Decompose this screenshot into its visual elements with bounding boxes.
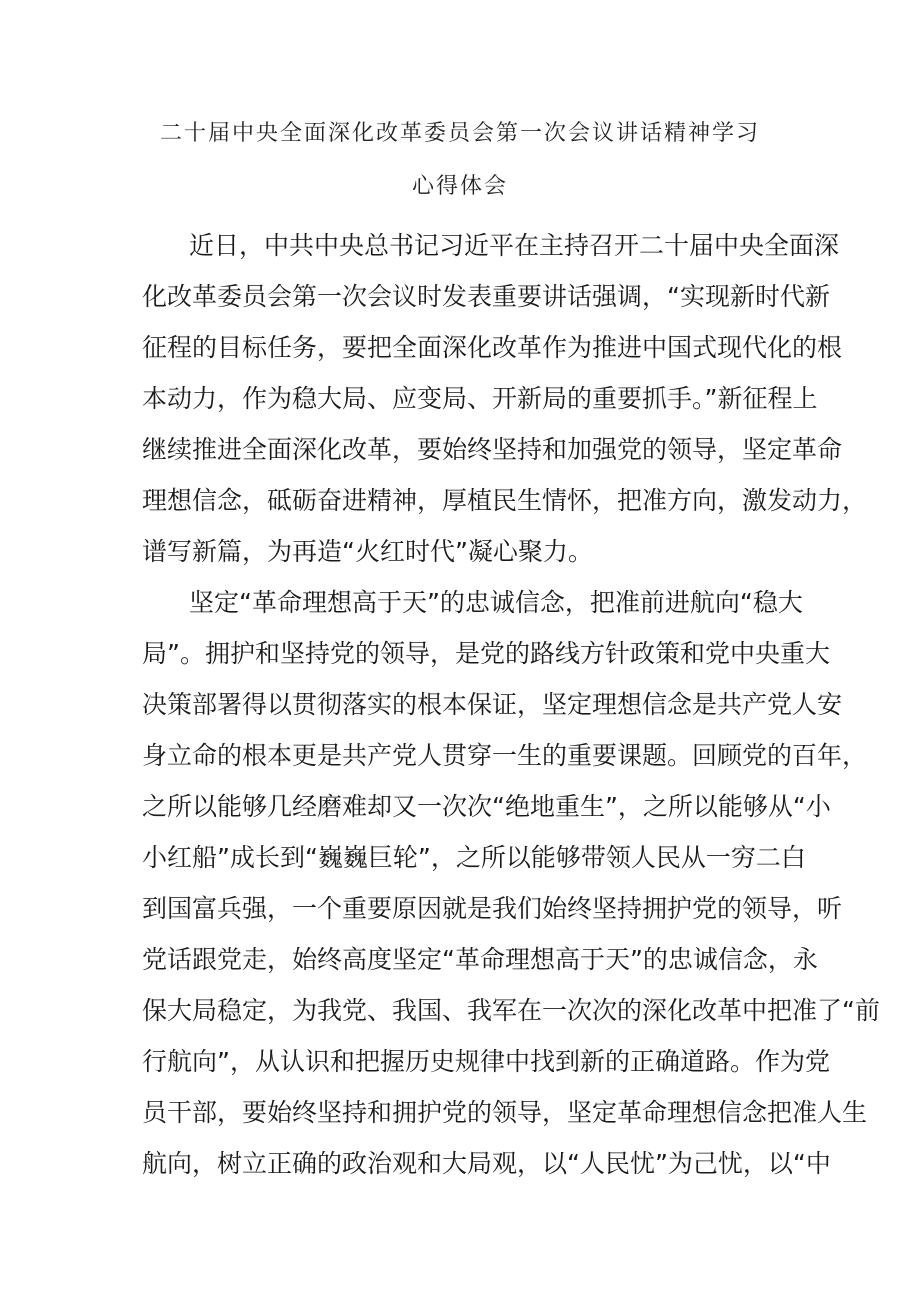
document-title-line-1: 二十届中央全面深化改革委员会第一次会议讲话精神学习	[159, 121, 760, 146]
paragraph-line: 之所以能够几经磨难却又一次次“绝地重生”，之所以能够从“小	[142, 792, 831, 821]
paragraph-line: 保大局稳定，为我党、我国、我军在一次次的深化改革中把准了“前	[142, 996, 880, 1025]
paragraph-line: 谱写新篇，为再造“火红时代”凝心聚力。	[142, 537, 593, 566]
paragraph-line: 理想信念，砥砺奋进精神，厚植民生情怀，把准方向，激发动力，	[142, 486, 868, 515]
paragraph-line: 近日，中共中央总书记习近平在主持召开二十届中央全面深	[189, 231, 840, 260]
paragraph-line: 航向，树立正确的政治观和大局观，以“人民忧”为己忧，以“中	[142, 1149, 831, 1178]
document-title-line-2: 心得体会	[411, 174, 508, 199]
paragraph-line: 决策部署得以贯彻落实的根本保证，坚定理想信念是共产党人安	[142, 690, 843, 719]
paragraph-line: 行航向”，从认识和把握历史规律中找到新的正确道路。作为党	[142, 1047, 830, 1076]
paragraph-line: 身立命的根本更是共产党人贯穿一生的重要课题。回顾党的百年，	[142, 741, 868, 770]
paragraph-line: 本动力，作为稳大局、应变局、开新局的重要抓手。”新征程上	[142, 384, 818, 413]
paragraph-line: 员干部，要始终坚持和拥护党的领导，坚定革命理想信念把准人生	[142, 1098, 868, 1127]
paragraph-line: 到国富兵强，一个重要原因就是我们始终坚持拥护党的领导，听	[142, 894, 843, 923]
paragraph-line: 继续推进全面深化改革，要始终坚持和加强党的领导，坚定革命	[142, 435, 843, 464]
paragraph-line: 征程的目标任务，要把全面深化改革作为推进中国式现代化的根	[142, 333, 843, 362]
paragraph-line: 化改革委员会第一次会议时发表重要讲话强调，“实现新时代新	[142, 282, 830, 311]
paragraph-line: 党话跟党走，始终高度坚定“革命理想高于天”的忠诚信念，永	[142, 945, 818, 974]
paragraph-line: 坚定“革命理想高于天”的忠诚信念，把准前进航向“稳大	[189, 588, 803, 617]
paragraph-line: 局”。拥护和坚持党的领导，是党的路线方针政策和党中央重大	[142, 639, 830, 668]
paragraph-line: 小红船”成长到“巍巍巨轮”，之所以能够带领人民从一穷二白	[142, 843, 806, 872]
